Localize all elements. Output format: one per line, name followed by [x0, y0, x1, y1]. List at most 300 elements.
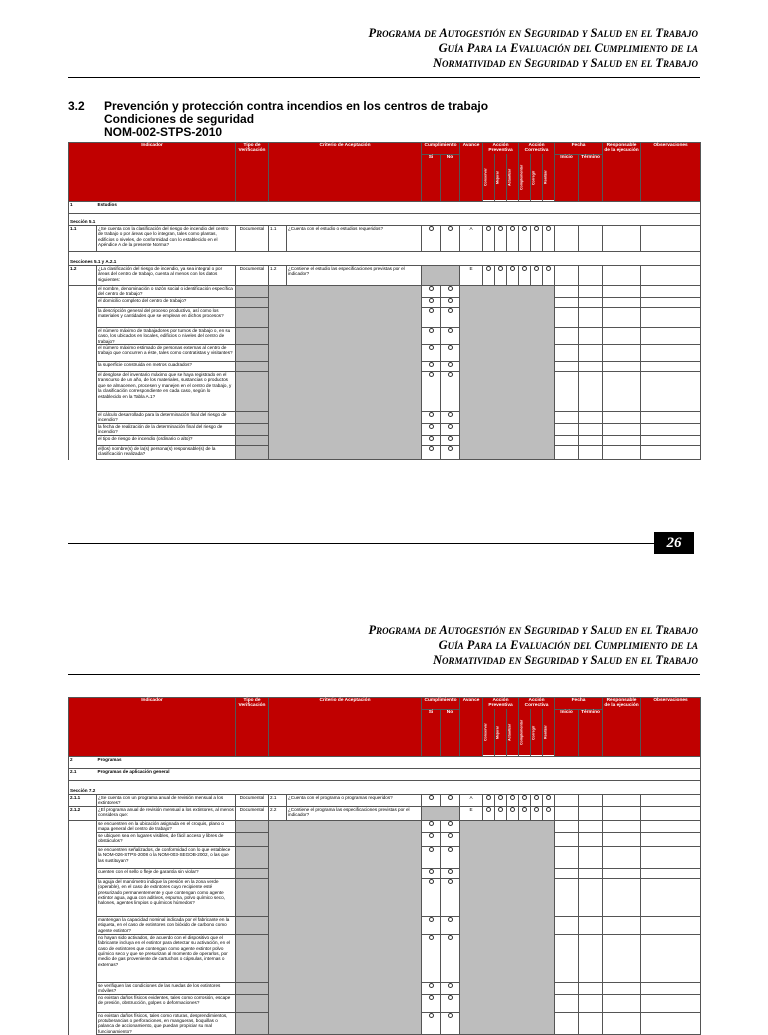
no-radio[interactable]	[441, 372, 460, 412]
realizar-radio[interactable]	[543, 794, 555, 806]
no-radio[interactable]	[441, 994, 460, 1012]
sub-item-text: el número máximo estimado de personas externas al centro de trabajo que concurren a éste, tales como contratistas y visitantes?	[97, 345, 236, 362]
tipo-disabled	[236, 345, 269, 362]
header-rule	[68, 77, 700, 78]
si-radio[interactable]	[422, 327, 441, 344]
observaciones-field[interactable]	[641, 878, 701, 916]
tipo-disabled	[236, 446, 269, 460]
col-cumplimiento: Cumplimiento	[422, 143, 460, 155]
observaciones-field[interactable]	[641, 916, 701, 934]
col-tipo: Tipo de Verificación	[236, 698, 269, 757]
section-ref: Secciones 5.1 y A.2.1	[69, 251, 701, 265]
responsable-field[interactable]	[603, 820, 641, 832]
inicio-field[interactable]	[555, 878, 579, 916]
cumplimiento-disabled	[422, 806, 460, 820]
termino-field[interactable]	[579, 307, 603, 327]
col-corregir: Corregir	[531, 154, 543, 201]
termino-field[interactable]	[579, 424, 603, 436]
row-spacer	[69, 846, 97, 868]
responsable-field[interactable]	[603, 806, 641, 820]
termino-field[interactable]	[579, 265, 603, 285]
no-radio[interactable]	[441, 307, 460, 327]
sub-item-row	[69, 285, 701, 297]
tipo-disabled	[236, 297, 269, 307]
observaciones-field[interactable]	[641, 806, 701, 820]
observaciones-field[interactable]	[641, 934, 701, 982]
observaciones-field[interactable]	[641, 327, 701, 344]
tipo-disabled	[236, 424, 269, 436]
criteria-text: ¿Contiene el estudio las especificaciones previstas por el indicador?	[287, 265, 422, 285]
complementar-radio[interactable]	[519, 794, 531, 806]
responsable-field[interactable]	[603, 424, 641, 436]
mejorar-radio[interactable]	[495, 794, 507, 806]
indicator-text: ¿Se cuenta con un programa anual de revisión mensual a los extintores?	[97, 794, 236, 806]
section-title-1: Prevención y protección contra incendios en los centros de trabajo	[104, 99, 489, 113]
section-ref: Sección 7.2	[69, 780, 701, 794]
actualizar-radio[interactable]	[507, 225, 519, 251]
item-list-1	[69, 285, 701, 459]
sub-item-row	[69, 820, 701, 832]
col-termino: Término	[579, 709, 603, 756]
row-spacer	[69, 436, 97, 446]
sub-item-text: se encuentren señalizados, de conformidad con lo que establece la NOM-026-STPS-2008 o la NOM-003-SEGOB-2002, o las que las sustituyan?	[97, 846, 236, 868]
corregir-radio[interactable]	[531, 806, 543, 820]
no-radio[interactable]	[441, 297, 460, 307]
header-line-1: Programa de Autogestión en Seguridad y Salud en el Trabajo	[368, 623, 698, 637]
observaciones-field[interactable]	[641, 794, 701, 806]
sub-item-text: se ubiquen sea en lugares visibles, de fácil acceso y libres de obstáculos?	[97, 832, 236, 846]
row-spacer	[69, 982, 97, 994]
col-no: No	[441, 154, 460, 201]
inicio-field[interactable]	[555, 1012, 579, 1035]
termino-field[interactable]	[579, 934, 603, 982]
tipo-disabled	[236, 327, 269, 344]
col-realizar: Realizar	[543, 709, 555, 756]
tipo-disabled	[236, 362, 269, 372]
si-radio[interactable]	[422, 832, 441, 846]
row-spacer	[69, 878, 97, 916]
col-cumplimiento: Cumplimiento	[422, 698, 460, 710]
header-rule-2	[68, 674, 700, 675]
realizar-radio[interactable]	[543, 806, 555, 820]
no-radio[interactable]	[441, 982, 460, 994]
no-radio[interactable]	[441, 424, 460, 436]
row-spacer	[69, 285, 97, 297]
col-indicador: Indicador	[69, 143, 236, 202]
tipo-disabled	[236, 994, 269, 1012]
row-spacer	[69, 934, 97, 982]
observaciones-field[interactable]	[641, 362, 701, 372]
termino-field[interactable]	[579, 436, 603, 446]
inicio-field[interactable]	[555, 794, 579, 806]
evaluation-table-1	[68, 142, 701, 460]
termino-field[interactable]	[579, 372, 603, 412]
row-spacer	[69, 412, 97, 424]
no-radio[interactable]	[441, 832, 460, 846]
termino-field[interactable]	[579, 878, 603, 916]
tipo-disabled	[236, 307, 269, 327]
page-header-2	[368, 623, 698, 668]
corregir-radio[interactable]	[531, 794, 543, 806]
si-radio[interactable]	[422, 345, 441, 362]
responsable-field[interactable]	[603, 297, 641, 307]
observaciones-field[interactable]	[641, 994, 701, 1012]
no-radio[interactable]	[441, 868, 460, 878]
conservar-radio[interactable]	[483, 225, 495, 251]
responsable-field[interactable]	[603, 436, 641, 446]
observaciones-field[interactable]	[641, 285, 701, 297]
no-radio[interactable]	[441, 446, 460, 460]
acciones-disabled	[460, 285, 555, 459]
group-number: 2	[69, 756, 97, 768]
tipo-disabled	[236, 412, 269, 424]
complementar-radio[interactable]	[519, 806, 531, 820]
sub-item-text: se encuentren en la ubicación asignada en el croquis, plano o mapa general del centro de trabajo?	[97, 820, 236, 832]
conservar-radio[interactable]	[483, 265, 495, 285]
row-spacer	[69, 362, 97, 372]
inicio-field[interactable]	[555, 446, 579, 460]
indicator-text: ¿La clasificación del riesgo de incendio, ya sea integral o por áreas del centro de trabajo, cuenta al menos con los datos siguientes:	[97, 265, 236, 285]
no-radio[interactable]	[441, 794, 460, 806]
si-radio[interactable]	[422, 794, 441, 806]
section-title	[68, 100, 488, 139]
termino-field[interactable]	[579, 868, 603, 878]
termino-field[interactable]	[579, 345, 603, 362]
inicio-field[interactable]	[555, 832, 579, 846]
termino-field[interactable]	[579, 846, 603, 868]
page-number: 26	[654, 532, 694, 554]
termino-field[interactable]	[579, 806, 603, 820]
observaciones-field[interactable]	[641, 436, 701, 446]
col-fecha: Fecha	[555, 143, 603, 155]
responsable-field[interactable]	[603, 1012, 641, 1035]
header-line-3: Normatividad en Seguridad y Salud en el Trabajo	[433, 56, 698, 70]
complementar-radio[interactable]	[519, 265, 531, 285]
responsable-field[interactable]	[603, 265, 641, 285]
item-list-2	[69, 820, 701, 1034]
termino-field[interactable]	[579, 916, 603, 934]
no-radio[interactable]	[441, 225, 460, 251]
si-radio[interactable]	[422, 846, 441, 868]
observaciones-field[interactable]	[641, 225, 701, 251]
criterio-disabled	[269, 820, 422, 1034]
inicio-field[interactable]	[555, 934, 579, 982]
col-corregir: Corregir	[531, 709, 543, 756]
subgroup-number: 2.1	[69, 768, 97, 780]
termino-field[interactable]	[579, 412, 603, 424]
col-criterio: Criterio de Aceptación	[269, 143, 422, 202]
no-radio[interactable]	[441, 878, 460, 916]
row-spacer	[69, 327, 97, 344]
sub-item-text: el tipo de riesgo de incendio (ordinario o alto)?	[97, 436, 236, 446]
actualizar-radio[interactable]	[507, 265, 519, 285]
criteria-number: 2.1	[269, 794, 287, 806]
si-radio[interactable]	[422, 820, 441, 832]
no-radio[interactable]	[441, 1012, 460, 1035]
inicio-field[interactable]	[555, 424, 579, 436]
avance-value: E	[460, 806, 483, 820]
responsable-field[interactable]	[603, 994, 641, 1012]
responsable-field[interactable]	[603, 225, 641, 251]
mejorar-radio[interactable]	[495, 225, 507, 251]
inicio-field[interactable]	[555, 806, 579, 820]
col-mejorar: Mejorar	[495, 709, 507, 756]
termino-field[interactable]	[579, 297, 603, 307]
group-title: Programas	[97, 756, 701, 768]
row-spacer	[69, 297, 97, 307]
observaciones-field[interactable]	[641, 820, 701, 832]
tipo-disabled	[236, 436, 269, 446]
sub-item-text: mantengan la capacidad nominal indicada por el fabricante en la etiqueta, en el caso de extintores con bióxido de carbono como agente extintor?	[97, 916, 236, 934]
no-radio[interactable]	[441, 846, 460, 868]
termino-field[interactable]	[579, 820, 603, 832]
responsable-field[interactable]	[603, 446, 641, 460]
sub-item-text: no existan daños físicos evidentes, tales como corrosión, escape de presión, obstrucción, golpes o deformaciones?	[97, 994, 236, 1012]
observaciones-field[interactable]	[641, 372, 701, 412]
responsable-field[interactable]	[603, 372, 641, 412]
section-ref: Sección 5.1	[69, 213, 701, 225]
section-title-2: Condiciones de seguridad	[104, 112, 255, 126]
inicio-field[interactable]	[555, 868, 579, 878]
mejorar-radio[interactable]	[495, 806, 507, 820]
responsable-field[interactable]	[603, 345, 641, 362]
acciones-disabled	[460, 820, 555, 1034]
inicio-field[interactable]	[555, 994, 579, 1012]
tipo-disabled	[236, 832, 269, 846]
sub-item-text: la aguja del manómetro indique la presión en la zona verde (operable), en el caso de extintores cuyo recipiente esté presurizado permanentemente y que contengan como agente extintor agua, agua con aditivos, espuma, polvo químico seco, halones, agentes limpios o químicos húmedos?	[97, 878, 236, 916]
responsable-field[interactable]	[603, 285, 641, 297]
realizar-radio[interactable]	[543, 225, 555, 251]
col-fecha: Fecha	[555, 698, 603, 710]
conservar-radio[interactable]	[483, 806, 495, 820]
inicio-field[interactable]	[555, 265, 579, 285]
responsable-field[interactable]	[603, 832, 641, 846]
termino-field[interactable]	[579, 285, 603, 297]
group-number: 1	[69, 201, 97, 213]
observaciones-field[interactable]	[641, 446, 701, 460]
row-spacer	[69, 820, 97, 832]
observaciones-field[interactable]	[641, 846, 701, 868]
header-line-2: Guía Para la Evaluación del Cumplimiento de la	[438, 638, 698, 652]
si-radio[interactable]	[422, 934, 441, 982]
inicio-field[interactable]	[555, 285, 579, 297]
tipo-disabled	[236, 916, 269, 934]
inicio-field[interactable]	[555, 820, 579, 832]
responsable-field[interactable]	[603, 934, 641, 982]
conservar-radio[interactable]	[483, 794, 495, 806]
row-spacer	[69, 868, 97, 878]
tipo-disabled	[236, 372, 269, 412]
header-line-2: Guía Para la Evaluación del Cumplimiento de la	[438, 41, 698, 55]
responsable-field[interactable]	[603, 982, 641, 994]
no-radio[interactable]	[441, 362, 460, 372]
col-accion-preventiva: Acción Preventiva	[483, 143, 519, 155]
no-radio[interactable]	[441, 327, 460, 344]
col-actualizar: Actualizar	[507, 709, 519, 756]
row-spacer	[69, 372, 97, 412]
sub-item-text: no existan daños físicos, tales como roturas, desprendimientos, protuberancias o perforaciones, en mangueras, boquillas o palanca de accionamiento, que puedan propiciar su mal funcionamiento?	[97, 1012, 236, 1035]
responsable-field[interactable]	[603, 327, 641, 344]
row-spacer	[69, 1012, 97, 1035]
termino-field[interactable]	[579, 832, 603, 846]
si-radio[interactable]	[422, 868, 441, 878]
si-radio[interactable]	[422, 307, 441, 327]
row-spacer	[69, 307, 97, 327]
col-responsable: Responsable de la ejecución	[603, 698, 641, 757]
inicio-field[interactable]	[555, 982, 579, 994]
mejorar-radio[interactable]	[495, 265, 507, 285]
observaciones-field[interactable]	[641, 412, 701, 424]
inicio-field[interactable]	[555, 372, 579, 412]
inicio-field[interactable]	[555, 362, 579, 372]
col-indicador: Indicador	[69, 698, 236, 757]
group-title: Estudios	[97, 201, 701, 213]
section-title-3: NOM-002-STPS-2010	[104, 125, 223, 139]
sub-item-text: el cálculo desarrollado para la determinación final del riesgo de incendio?	[97, 412, 236, 424]
col-responsable: Responsable de la ejecución	[603, 143, 641, 202]
observaciones-field[interactable]	[641, 297, 701, 307]
tipo-disabled	[236, 1012, 269, 1035]
inicio-field[interactable]	[555, 327, 579, 344]
criteria-text: ¿Cuenta con el programa o programas requeridos?	[287, 794, 422, 806]
header-line-1: Programa de Autogestión en Seguridad y Salud en el Trabajo	[368, 26, 698, 40]
tipo-disabled	[236, 846, 269, 868]
si-radio[interactable]	[422, 982, 441, 994]
row-number: 1.2	[69, 265, 97, 285]
no-radio[interactable]	[441, 934, 460, 982]
actualizar-radio[interactable]	[507, 806, 519, 820]
avance-value: A	[460, 794, 483, 806]
no-radio[interactable]	[441, 412, 460, 424]
observaciones-field[interactable]	[641, 1012, 701, 1035]
termino-field[interactable]	[579, 1012, 603, 1035]
termino-field[interactable]	[579, 225, 603, 251]
col-realizar: Realizar	[543, 154, 555, 201]
observaciones-field[interactable]	[641, 424, 701, 436]
inicio-field[interactable]	[555, 307, 579, 327]
no-radio[interactable]	[441, 436, 460, 446]
inicio-field[interactable]	[555, 297, 579, 307]
si-radio[interactable]	[422, 225, 441, 251]
tipo-disabled	[236, 285, 269, 297]
no-radio[interactable]	[441, 916, 460, 934]
si-radio[interactable]	[422, 424, 441, 436]
termino-field[interactable]	[579, 327, 603, 344]
termino-field[interactable]	[579, 362, 603, 372]
si-radio[interactable]	[422, 412, 441, 424]
responsable-field[interactable]	[603, 412, 641, 424]
page-header	[368, 26, 698, 71]
col-accion-correctiva: Acción Correctiva	[519, 143, 555, 155]
section-number: 3.2	[68, 99, 85, 113]
si-radio[interactable]	[422, 297, 441, 307]
termino-field[interactable]	[579, 794, 603, 806]
sub-item-text: el(los) nombre(s) de la(s) persona(s) responsable(s) de la clasificación realizada?	[97, 446, 236, 460]
verification-type: Documental	[236, 806, 269, 820]
row-number: 2.1.1	[69, 794, 97, 806]
inicio-field[interactable]	[555, 225, 579, 251]
col-conservar: Conservar	[483, 154, 495, 201]
avance-value: E	[460, 265, 483, 285]
complementar-radio[interactable]	[519, 225, 531, 251]
responsable-field[interactable]	[603, 307, 641, 327]
corregir-radio[interactable]	[531, 265, 543, 285]
si-radio[interactable]	[422, 372, 441, 412]
si-radio[interactable]	[422, 1012, 441, 1035]
row-spacer	[69, 916, 97, 934]
responsable-field[interactable]	[603, 868, 641, 878]
si-radio[interactable]	[422, 916, 441, 934]
verification-type: Documental	[236, 794, 269, 806]
inicio-field[interactable]	[555, 916, 579, 934]
no-radio[interactable]	[441, 820, 460, 832]
observaciones-field[interactable]	[641, 345, 701, 362]
tipo-disabled	[236, 820, 269, 832]
sub-item-text: la superficie construida en metros cuadrados?	[97, 362, 236, 372]
col-observaciones: Observaciones	[641, 143, 701, 202]
sub-item-text: el domicilio completo del centro de trabajo?	[97, 297, 236, 307]
responsable-field[interactable]	[603, 362, 641, 372]
cumplimiento-disabled	[422, 265, 460, 285]
inicio-field[interactable]	[555, 412, 579, 424]
col-observaciones: Observaciones	[641, 698, 701, 757]
col-criterio: Criterio de Aceptación	[269, 698, 422, 757]
termino-field[interactable]	[579, 982, 603, 994]
responsable-field[interactable]	[603, 846, 641, 868]
inicio-field[interactable]	[555, 846, 579, 868]
termino-field[interactable]	[579, 994, 603, 1012]
si-radio[interactable]	[422, 436, 441, 446]
corregir-radio[interactable]	[531, 225, 543, 251]
observaciones-field[interactable]	[641, 982, 701, 994]
col-complementar: Complementar	[519, 709, 531, 756]
si-radio[interactable]	[422, 285, 441, 297]
col-tipo: Tipo de Verificación	[236, 143, 269, 202]
col-si: Si	[422, 154, 441, 201]
termino-field[interactable]	[579, 446, 603, 460]
col-avance: Avance	[460, 698, 483, 757]
si-radio[interactable]	[422, 446, 441, 460]
col-inicio: Inicio	[555, 154, 579, 201]
tipo-disabled	[236, 982, 269, 994]
no-radio[interactable]	[441, 285, 460, 297]
si-radio[interactable]	[422, 994, 441, 1012]
col-accion-correctiva: Acción Correctiva	[519, 698, 555, 710]
row-spacer	[69, 345, 97, 362]
no-radio[interactable]	[441, 345, 460, 362]
observaciones-field[interactable]	[641, 832, 701, 846]
observaciones-field[interactable]	[641, 265, 701, 285]
row-spacer	[69, 446, 97, 460]
inicio-field[interactable]	[555, 345, 579, 362]
realizar-radio[interactable]	[543, 265, 555, 285]
si-radio[interactable]	[422, 878, 441, 916]
responsable-field[interactable]	[603, 794, 641, 806]
responsable-field[interactable]	[603, 916, 641, 934]
observaciones-field[interactable]	[641, 868, 701, 878]
sub-item-text: la descripción general del proceso productivo, así como los materiales y cantidades que se emplean en dichos procesos?	[97, 307, 236, 327]
inicio-field[interactable]	[555, 436, 579, 446]
tipo-disabled	[236, 868, 269, 878]
actualizar-radio[interactable]	[507, 794, 519, 806]
col-si: Si	[422, 709, 441, 756]
col-avance: Avance	[460, 143, 483, 202]
col-conservar: Conservar	[483, 709, 495, 756]
col-actualizar: Actualizar	[507, 154, 519, 201]
responsable-field[interactable]	[603, 878, 641, 916]
observaciones-field[interactable]	[641, 307, 701, 327]
si-radio[interactable]	[422, 362, 441, 372]
